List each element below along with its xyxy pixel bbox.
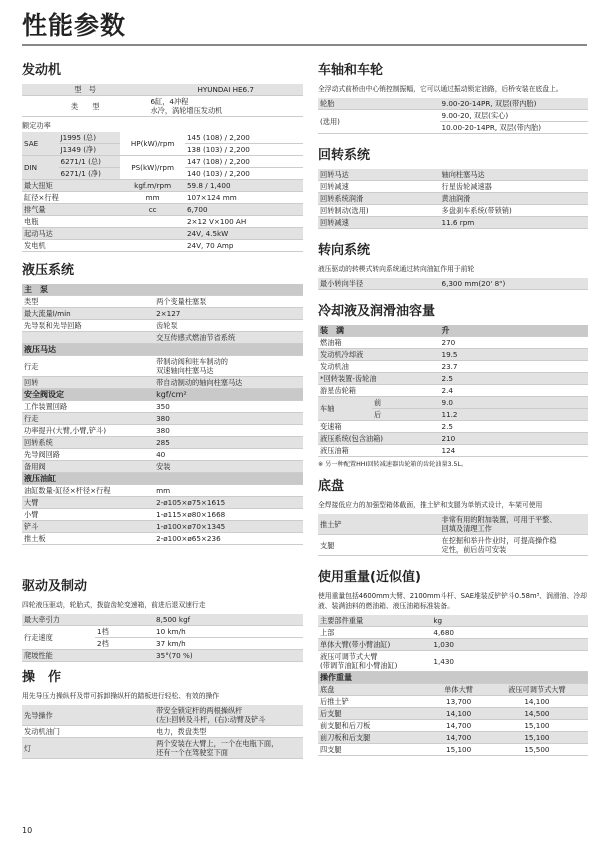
spec-value: mm xyxy=(154,485,303,497)
spec-value: 1,030 xyxy=(431,639,588,651)
op-label: 后支腿 xyxy=(318,708,431,720)
cylinder-header: 液压油缸 xyxy=(22,473,303,485)
op-header: 操作重量 xyxy=(318,672,588,684)
spec-value: 124 xyxy=(440,445,589,457)
spec-value: 安装 xyxy=(154,461,303,473)
spec-label: 工作装置回路 xyxy=(22,401,154,413)
spec-label: 液压油箱 xyxy=(318,445,440,457)
op-a: 13,700 xyxy=(431,696,485,708)
spec-value: 24V, 4.5kW xyxy=(185,228,303,240)
spec-value: 2.4 xyxy=(440,385,589,397)
spec-value: 40 xyxy=(154,449,303,461)
spec-value: 2.5 xyxy=(440,373,589,385)
spec-value: 11.2 xyxy=(440,409,589,421)
hydraulic-heading: 液压系统 xyxy=(22,263,75,278)
op-label: 后推土铲 xyxy=(318,696,431,708)
gear-label: 2档 xyxy=(95,638,154,650)
traction-value: 8,500 kgf xyxy=(154,614,303,626)
weight-table xyxy=(318,615,588,756)
spec-label: *回转装置-齿轮油 xyxy=(318,373,440,385)
sae-value: 138 (103) / 2,200 xyxy=(185,144,303,156)
spec-value: 2×12 V×100 AH xyxy=(185,216,303,228)
spec-label: 回转制动(选用) xyxy=(318,205,440,217)
spec-value: 齿轮泵 xyxy=(154,320,303,332)
spec-label: 先导阀回路 xyxy=(22,449,154,461)
spec-value: 285 xyxy=(154,437,303,449)
option-value: 9.00-20, 双层(实心) xyxy=(440,110,589,122)
radius-label: 最小转向半径 xyxy=(318,278,440,290)
spec-label: 液压系统(包含油箱) xyxy=(318,433,440,445)
spec-value: 1,430 xyxy=(431,651,588,672)
chassis-desc: 全焊接低应力的加强型箱体截面，推土铲和支腿为单销式设计，车架可使用 xyxy=(318,501,543,509)
relief-unit: kgf/cm² xyxy=(154,389,303,401)
op-a: 14,700 xyxy=(431,720,485,732)
drive-heading: 驱动及制动 xyxy=(22,579,88,594)
engine-table xyxy=(22,84,303,117)
op-b: 15,100 xyxy=(486,720,588,732)
option-value: 10.00-20-14PR, 双层(带内胎) xyxy=(440,122,589,134)
steering-heading: 转向系统 xyxy=(318,243,371,258)
spec-value: 多盘刹车系统(带锁销) xyxy=(440,205,589,217)
traction-label: 最大牵引力 xyxy=(22,614,154,626)
spec-label: 电瓶 xyxy=(22,216,120,228)
rated-power-label: 额定功率 xyxy=(22,121,51,130)
speed-value: 37 km/h xyxy=(154,638,303,650)
weight-desc: 使用重量包括4600mm大臂、2100mm斗杆、SAE堆装反铲铲斗0.58m³、润滑油、冷却液、装满油料的燃油箱、液压油箱标准装备。 xyxy=(318,592,587,610)
spec-value: 交互传感式燃油节省系统 xyxy=(154,332,303,344)
spec-label: 变速箱 xyxy=(318,421,440,433)
spec-value: 270 xyxy=(440,337,589,349)
axle-heading: 车轴和车轮 xyxy=(318,63,384,78)
spec-label: 回转马达 xyxy=(318,169,440,181)
swing-table xyxy=(318,169,588,229)
coolant-table xyxy=(318,325,588,457)
spec-label: 游星齿轮箱 xyxy=(318,385,440,397)
spec-label: 上部 xyxy=(318,627,431,639)
spec-label: 行走 xyxy=(22,413,154,425)
model-value: HYUNDAI HE6.7 xyxy=(148,84,303,96)
op-a: 15,100 xyxy=(431,744,485,756)
axle-desc: 全浮动式前桥由中心销控制振幅，它可以通过振动锁定油路，后桥安装在底盘上。 xyxy=(318,85,563,93)
op-b: 14,500 xyxy=(486,708,588,720)
engine-heading: 发动机 xyxy=(22,63,62,78)
tire-value: 9.00-20-14PR, 双层(带内胎) xyxy=(440,98,589,110)
spec-value: 在挖掘和举升作业时，可提高操作稳 定性，前后齿可安装 xyxy=(440,535,589,556)
comp-header: 主要部件重量 xyxy=(318,615,431,627)
spec-value: 非常有用的附加装置，可用于平整、 回填及清理工作 xyxy=(440,514,589,535)
op-label: 前刀板和后支腿 xyxy=(318,732,431,744)
type-label: 类 型 xyxy=(22,96,148,117)
chassis-heading: 底盘 xyxy=(318,479,345,494)
op-label: 四支腿 xyxy=(318,744,431,756)
grade-label: 爬坡性能 xyxy=(22,650,154,662)
spec-label: 最大流量l/min xyxy=(22,308,154,320)
sae-std: J1349 (净) xyxy=(59,144,121,156)
spec-value: 两个安装在大臂上，一个在电瓶下面， 还有一个在驾驶室下面 xyxy=(154,738,303,759)
left-column xyxy=(22,63,303,759)
spec-label: 燃油箱 xyxy=(318,337,440,349)
spec-label: 油缸数量-缸径×杆径×行程 xyxy=(22,485,154,497)
motor-header: 液压马达 xyxy=(22,344,303,356)
spec-label: 排气量 xyxy=(22,204,120,216)
operation-table xyxy=(22,705,303,759)
comp-unit: kg xyxy=(431,615,588,627)
spec-label: 回转减速 xyxy=(318,217,440,229)
spec-label: 大臂 xyxy=(22,497,154,509)
steering-table xyxy=(318,278,588,290)
spec-unit: kgf.m/rpm xyxy=(120,180,185,192)
spec-value: 黄油润滑 xyxy=(440,193,589,205)
ps-unit: PS(kW)/rpm xyxy=(120,156,185,180)
spec-label: 先导泵和先导回路 xyxy=(22,320,154,332)
din-std: 6271/1 (总) xyxy=(59,156,121,168)
din-value: 147 (108) / 2,200 xyxy=(185,156,303,168)
right-column xyxy=(318,63,588,756)
pump-header: 主 泵 xyxy=(22,284,303,296)
coolant-col1: 装 满 xyxy=(318,325,440,337)
axle-cap-label: 车轴 xyxy=(318,397,372,421)
spec-value: 2-ø105×ø75×1615 xyxy=(154,497,303,509)
weight-heading: 使用重量(近似值) xyxy=(318,570,421,585)
op-label: 前支腿和后刀板 xyxy=(318,720,431,732)
spec-label: 回转系统润滑 xyxy=(318,193,440,205)
title-divider xyxy=(22,44,587,46)
spec-label: 发动机油 xyxy=(318,361,440,373)
speed-value: 10 km/h xyxy=(154,626,303,638)
page-title: 性能参数 xyxy=(22,11,127,40)
spec-label: 缸径×行程 xyxy=(22,192,120,204)
spec-value: 2.5 xyxy=(440,421,589,433)
spec-value: 59.8 / 1,400 xyxy=(185,180,303,192)
spec-label: 功率提升(大臂,小臂,铲斗) xyxy=(22,425,154,437)
radius-value: 6,300 mm(20' 8") xyxy=(440,278,589,290)
spec-value: 9.0 xyxy=(440,397,589,409)
spec-label: 单体大臂(带小臂油缸) xyxy=(318,639,431,651)
sae-label: SAE xyxy=(22,132,59,156)
spec-value: 带自动制动的轴向柱塞马达 xyxy=(154,377,303,389)
spec-value: 带安全锁定杆的两根操纵杆 (左):回转及斗杆，(右):动臂及铲斗 xyxy=(154,705,303,726)
coolant-heading: 冷却液及润滑油容量 xyxy=(318,304,436,319)
op-first: 底盘 xyxy=(318,684,431,696)
op-b: 15,500 xyxy=(486,744,588,756)
spec-label: 推土板 xyxy=(22,533,154,545)
spec-label: 先导操作 xyxy=(22,705,154,726)
coolant-note: ※ 另一种配置HHI回转减速器齿轮箱的齿轮油量3.5L。 xyxy=(318,461,468,468)
col-b: 液压可调节式大臂 xyxy=(486,684,588,696)
rated-power-table xyxy=(22,132,303,252)
axle-pos: 前 xyxy=(372,397,440,409)
spec-value: 19.5 xyxy=(440,349,589,361)
spec-label: 备用阀 xyxy=(22,461,154,473)
relief-header: 安全阀设定 xyxy=(22,389,154,401)
spec-value: 带制动阀和驻车制动的 双速轴向柱塞马达 xyxy=(154,356,303,377)
spec-value: 380 xyxy=(154,425,303,437)
spec-label: 灯 xyxy=(22,738,154,759)
spec-value: 24V, 70 Amp xyxy=(185,240,303,252)
spec-unit: cc xyxy=(120,204,185,216)
col-a: 单体大臂 xyxy=(431,684,485,696)
spec-value: 6,700 xyxy=(185,204,303,216)
page-number: 10 xyxy=(22,826,33,835)
tire-label: 轮胎 xyxy=(318,98,440,110)
spec-value: 107×124 mm xyxy=(185,192,303,204)
spec-value: 350 xyxy=(154,401,303,413)
spec-label: 回转减速 xyxy=(318,181,440,193)
spec-value: 1-ø100×ø70×1345 xyxy=(154,521,303,533)
spec-label: 回转 xyxy=(22,377,154,389)
spec-label: 铲斗 xyxy=(22,521,154,533)
spec-value: 1-ø115×ø80×1668 xyxy=(154,509,303,521)
drive-desc: 四轮液压驱动，轮胎式，拨旋齿轮变速箱，前进后退双速行走 xyxy=(22,601,206,609)
model-label: 型 号 xyxy=(22,84,148,96)
op-b: 14,100 xyxy=(486,696,588,708)
spec-label: 小臂 xyxy=(22,509,154,521)
spec-unit: mm xyxy=(120,192,185,204)
spec-value: 行星齿轮减速器 xyxy=(440,181,589,193)
op-a: 14,100 xyxy=(431,708,485,720)
spec-label: 发动机冷却液 xyxy=(318,349,440,361)
operation-desc: 用先导压力操纵杆及带可拆卸操纵杆的踏板进行轻松、有效的操作 xyxy=(22,692,220,700)
spec-value: 两个变量柱塞泵 xyxy=(154,296,303,308)
spec-label: 液压可调节式大臂 (带调节油缸和小臂油缸) xyxy=(318,651,431,672)
din-value: 140 (103) / 2,200 xyxy=(185,168,303,180)
spec-value: 2×127 xyxy=(154,308,303,320)
coolant-col2: 升 xyxy=(440,325,589,337)
spec-value: 23.7 xyxy=(440,361,589,373)
spec-value: 4,680 xyxy=(431,627,588,639)
hp-unit: HP(kW)/rpm xyxy=(120,132,185,156)
spec-label: 起动马达 xyxy=(22,228,120,240)
spec-label: 行走 xyxy=(22,356,154,377)
swing-heading: 回转系统 xyxy=(318,148,371,163)
hydraulic-table xyxy=(22,284,303,545)
din-std: 6271/1 (净) xyxy=(59,168,121,180)
op-b: 15,100 xyxy=(486,732,588,744)
axle-pos: 后 xyxy=(372,409,440,421)
sae-std: J1995 (总) xyxy=(59,132,121,144)
spec-label: 类型 xyxy=(22,296,154,308)
din-label: DIN xyxy=(22,156,59,180)
spec-label: 支腿 xyxy=(318,535,440,556)
spec-value: 2-ø100×ø65×236 xyxy=(154,533,303,545)
spec-value: 380 xyxy=(154,413,303,425)
axle-table xyxy=(318,98,588,134)
spec-label: 发动机油门 xyxy=(22,726,154,738)
chassis-table xyxy=(318,514,588,556)
steering-desc: 液压驱动的转楔式转向系统通过转向油缸作用于前轮 xyxy=(318,265,475,273)
spec-label: 发电机 xyxy=(22,240,120,252)
operation-heading: 操 作 xyxy=(22,670,62,685)
speed-label: 行走速度 xyxy=(22,626,95,650)
sae-value: 145 (108) / 2,200 xyxy=(185,132,303,144)
grade-value: 35°(70 %) xyxy=(154,650,303,662)
spec-value: 210 xyxy=(440,433,589,445)
op-a: 14,700 xyxy=(431,732,485,744)
option-label: (选用) xyxy=(318,110,440,134)
type-value: 6缸，4冲程 水冷，涡轮增压发动机 xyxy=(148,96,303,117)
drive-table xyxy=(22,614,303,662)
spec-label: 最大扭矩 xyxy=(22,180,120,192)
spec-label: 回转系统 xyxy=(22,437,154,449)
gear-label: 1档 xyxy=(95,626,154,638)
spec-value: 轴向柱塞马达 xyxy=(440,169,589,181)
spec-label: 推土铲 xyxy=(318,514,440,535)
spec-value: 11.6 rpm xyxy=(440,217,589,229)
spec-value: 电力，拨盘类型 xyxy=(154,726,303,738)
